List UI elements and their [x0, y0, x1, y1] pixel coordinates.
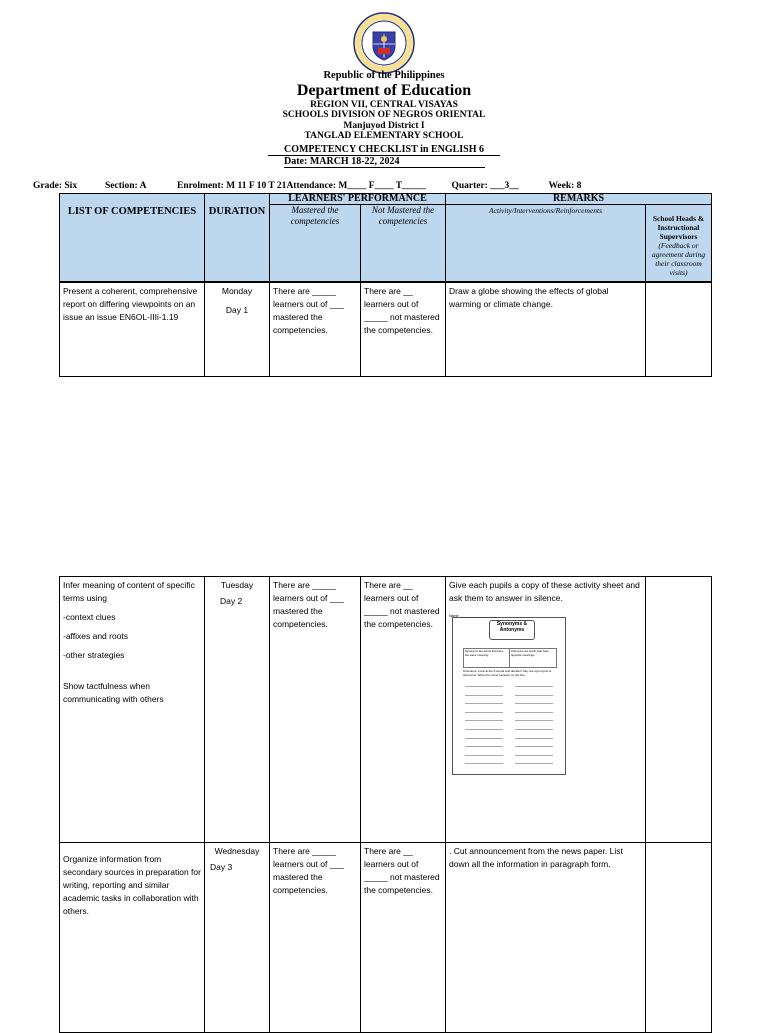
- competency-cell: [60, 843, 205, 1033]
- day-name: Tuesday: [220, 580, 254, 590]
- worksheet-directions: Directions: Look at the 8 words and decide if they are synonyms or antonyms. Write the correct answer on the line.: [463, 669, 552, 677]
- duration-header: DURATION: [205, 194, 270, 282]
- day-number: Day 1: [225, 305, 249, 315]
- worksheet-answer-line: [515, 686, 553, 687]
- day-name: Monday: [221, 286, 253, 296]
- not-mastered-header: Not Mastered the competencies: [361, 205, 446, 282]
- activity-text: Give each pupils a copy of these activity sheet and ask them to answer in silence.: [449, 580, 640, 603]
- enrolment-info: Enrolment: M 11 F 10 T 21: [177, 181, 287, 191]
- mastered-cell: There are _____ learners out of ___ mastered the competencies.: [270, 577, 361, 843]
- supervisor-feedback-cell: [646, 283, 712, 377]
- deped-seal-logo: [353, 12, 415, 74]
- day-number: Day 2: [220, 596, 243, 606]
- attendance-info: Attendance: M____ F____ T_____: [286, 181, 426, 191]
- grade-info: Grade: Six: [33, 181, 78, 191]
- worksheet-answer-line: [515, 738, 553, 739]
- mastered-cell: There are _____ learners out of ___ mastered the competencies.: [270, 283, 361, 377]
- antonyms-definition: Antonyms are words that have opposite meanings.: [511, 649, 549, 657]
- activity-cell: Draw a globe showing the effects of global warming or climate change.: [446, 283, 646, 377]
- worksheet-answer-line: [515, 763, 553, 764]
- worksheet-answer-line: [465, 729, 503, 730]
- competency-strategy: -affixes and roots: [63, 631, 129, 641]
- not-mastered-cell: There are __ learners out of _____ not mastered the competencies.: [361, 843, 446, 1033]
- activity-header: Activity/Interventions/Reinforcements: [446, 205, 646, 282]
- worksheet-answer-line: [465, 695, 503, 696]
- republic-heading: Republic of the Philippines: [323, 70, 445, 81]
- competency-text: Infer meaning of content of specific terms using: [63, 580, 195, 603]
- worksheet-answer-line: [465, 738, 503, 739]
- supervisor-feedback-cell: [646, 843, 712, 1033]
- worksheet-answer-line: [515, 695, 553, 696]
- duration-cell: [205, 577, 270, 843]
- week-info: Week: 8: [548, 181, 582, 191]
- worksheet-definitions: [463, 648, 557, 668]
- worksheet-title: Synonyms & Antonyms: [489, 620, 535, 640]
- activity-cell: [446, 577, 646, 843]
- duration-cell: [205, 283, 270, 377]
- worksheet-answer-line: [465, 763, 503, 764]
- competency-strategy: -other strategies: [63, 650, 125, 660]
- remarks-header: REMARKS: [446, 194, 712, 205]
- learners-performance-header: LEARNERS' PERFORMANCE: [270, 194, 446, 205]
- department-heading: Department of Education: [296, 82, 472, 99]
- day-number: Day 3: [210, 862, 233, 872]
- worksheet-answer-line: [465, 720, 503, 721]
- division-heading: SCHOOLS DIVISION OF NEGROS ORIENTAL: [282, 110, 486, 120]
- mastered-header: Mastered the competencies: [270, 205, 361, 282]
- document-title: COMPETENCY CHECKLIST in ENGLISH 6: [268, 144, 500, 156]
- quarter-info: Quarter: ___3__: [451, 181, 519, 191]
- checklist-rows-day-2-3: [59, 576, 712, 1033]
- supervisors-note: (Feedback or agreement during their classroom visits): [651, 241, 706, 277]
- worksheet-answer-line: [515, 720, 553, 721]
- supervisor-feedback-cell: [646, 577, 712, 843]
- competency-text: Show tactfulness when communicating with others: [63, 681, 164, 704]
- region-heading: REGION VII, CENTRAL VISAYAS: [310, 100, 458, 110]
- not-mastered-cell: There are __ learners out of _____ not mastered the competencies.: [361, 577, 446, 843]
- worksheet-answer-line: [465, 746, 503, 747]
- competency-text: Organize information from secondary sources in preparation for writing, reporting and similar academic tasks in collaboration with others.: [63, 854, 201, 916]
- class-info-line: [33, 181, 733, 191]
- competency-cell: [60, 577, 205, 843]
- day-name: Wednesday: [214, 846, 260, 856]
- checklist-row-day-1: [59, 282, 712, 377]
- district-heading: Manjuyod District I: [343, 121, 425, 131]
- checklist-header-table: [59, 193, 712, 282]
- worksheet-answer-line: [515, 729, 553, 730]
- activity-cell: . Cut announcement from the news paper. List down all the information in paragraph form.: [446, 843, 646, 1033]
- worksheet-answer-line: [465, 703, 503, 704]
- supervisors-header: [646, 205, 712, 282]
- mastered-cell: There are _____ learners out of ___ mastered the competencies.: [270, 843, 361, 1033]
- document-date: Date: MARCH 18-22, 2024: [284, 156, 485, 168]
- worksheet-answer-line: [465, 712, 503, 713]
- worksheet-image: [449, 614, 566, 775]
- competency-cell: [60, 283, 205, 377]
- section-info: Section: A: [105, 181, 147, 191]
- worksheet-answer-line: [465, 686, 503, 687]
- not-mastered-cell: There are __ learners out of _____ not mastered the competencies.: [361, 283, 446, 377]
- worksheet-answer-line: [515, 755, 553, 756]
- supervisors-title: School Heads & Instructional Supervisors: [652, 214, 705, 241]
- worksheet-answer-line: [515, 703, 553, 704]
- worksheet-answer-line: [515, 712, 553, 713]
- competency-text: Present a coherent, comprehensive report on differing viewpoints on an issue an issue EN6OL-IIIi-1.19: [63, 286, 198, 322]
- worksheet-answer-line: [515, 746, 553, 747]
- school-heading: TANGLAD ELEMENTARY SCHOOL: [304, 131, 464, 141]
- duration-cell: [205, 843, 270, 1033]
- competency-strategy: -context clues: [63, 612, 116, 622]
- worksheet-name-line: Name: ___________________: [449, 614, 498, 618]
- competencies-header: LIST OF COMPETENCIES: [60, 194, 205, 282]
- synonyms-definition: Synonyms are words that have the same meaning.: [464, 649, 510, 667]
- worksheet-answer-line: [465, 755, 503, 756]
